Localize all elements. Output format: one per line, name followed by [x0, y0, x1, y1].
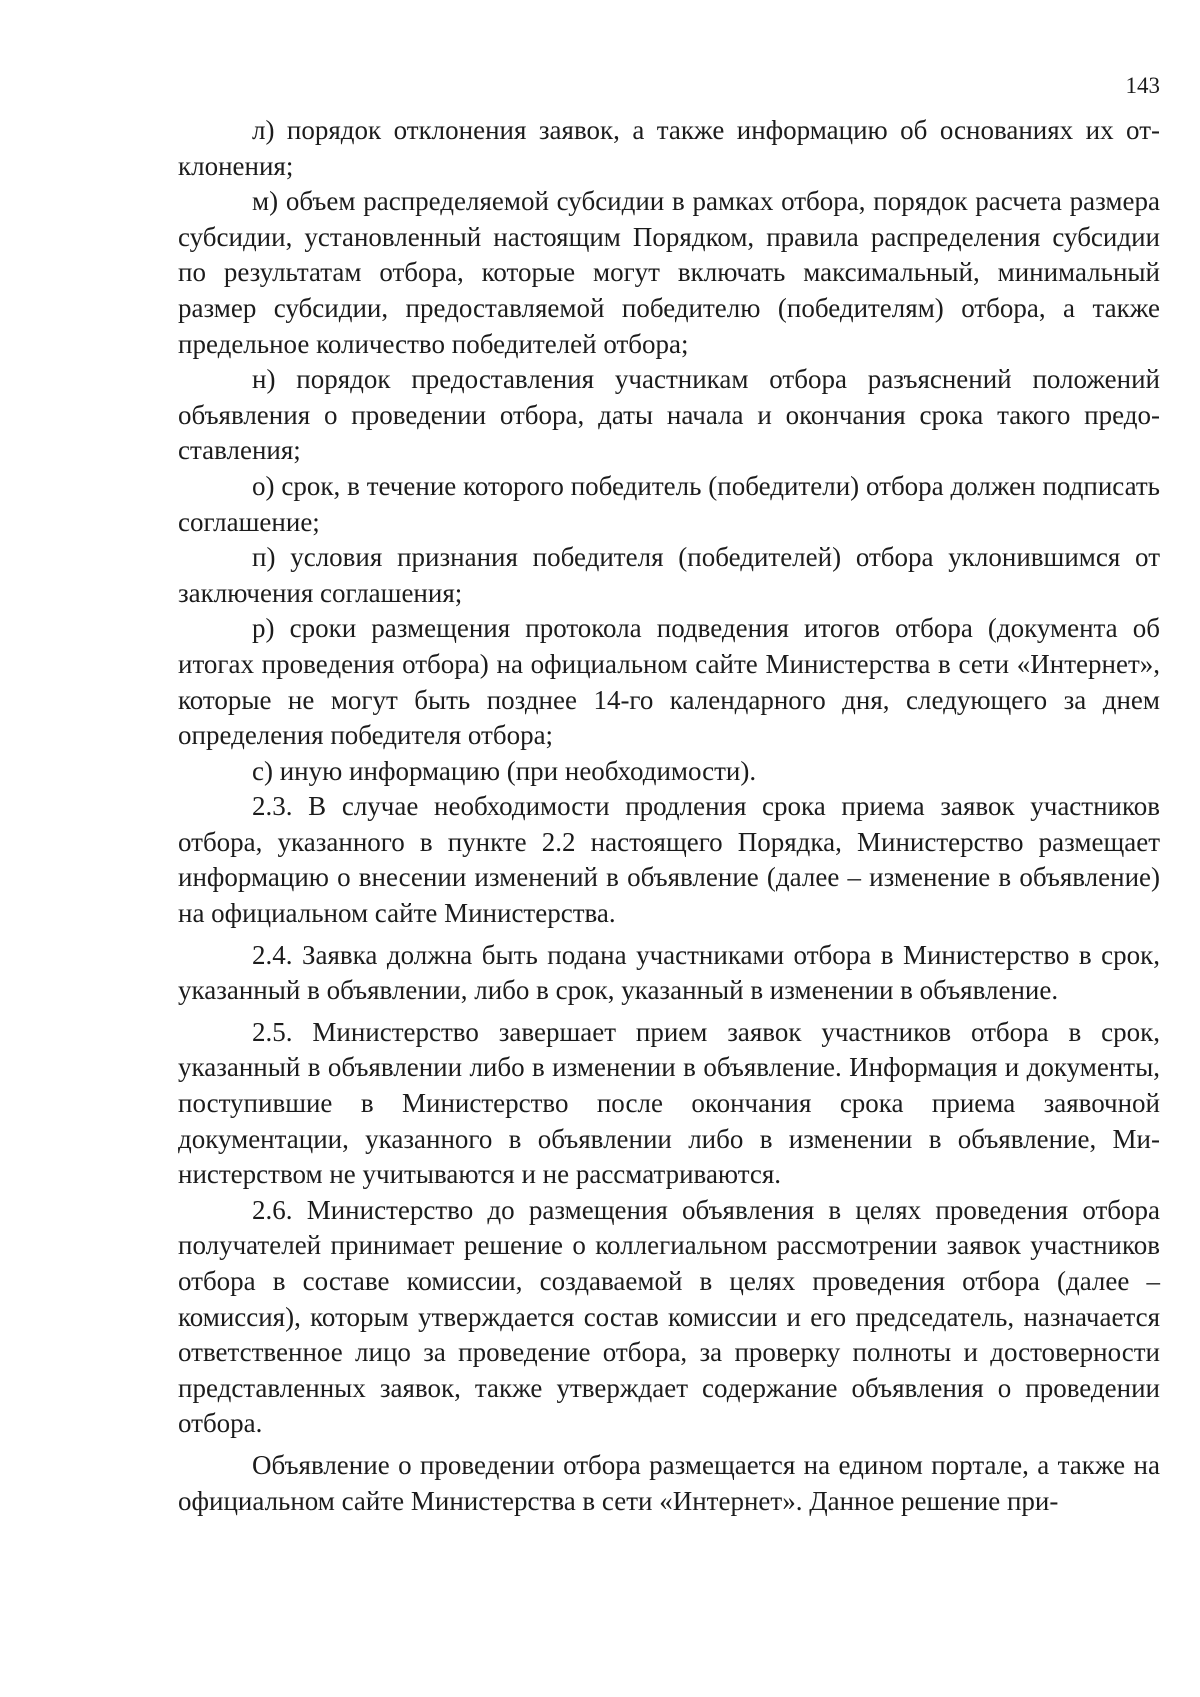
page-number: 143 [1125, 73, 1160, 98]
paragraph-m: м) объем распределяемой субсидии в рамках отбора, порядок расчета размера субсидии, установленный настоящим Порядком, правила распределения субсидии по результатам отбора, которые могут включать максимальный, минимальный размер субсидии, предоставляемой победителю (победителям) отбора, а также предельное количество победителей отбора; [178, 186, 1160, 359]
paragraph-2-6: 2.6. Министерство до размещения объявления в целях проведения отбора получателей принимает решение о коллегиальном рассмотрении заявок участников отбора в составе комиссии, создаваемой в целях проведения отбора (далее – комиссия), которым утверждается состав комиссии и его председатель, назначается ответственное лицо за проведение отбора, за проверку полноты и достоверности представленных заявок, также утверждает содержание объявления о проведении отбора. [178, 1194, 1160, 1439]
paragraph-2-3: 2.3. В случае необходимости продления срока приема заявок участников отбора, указанного в пункте 2.2 настоящего Порядка, Министерство размещает информацию о внесении изменений в объявление (далее – изменение в объявление) на официальном сайте Министерства. [178, 791, 1160, 929]
paragraph-2-5: 2.5. Министерство завершает прием заявок участников отбора в срок, указанный в объявлении либо в изменении в объявление. Информация и документы, поступившие в Министерство после окончания срока приема заявочной документации, указанного в объявлении либо в изменении в объявление, Министерством не учитываются и не рассматриваются. [178, 1016, 1160, 1190]
paragraph-s: с) иную информацию (при необходимости). [252, 755, 757, 786]
paragraph-announcement: Объявление о проведении отбора размещается на едином портале, а также на официальном сайте Министерства в сети «Интернет». Данное решение при- [178, 1449, 1160, 1516]
paragraph-n: н) порядок предоставления участникам отбора разъяснений положений объявления о проведении отбора, даты начала и окончания срока такого предоставления; [178, 364, 1160, 466]
paragraph-r: р) сроки размещения протокола подведения итогов отбора (документа об итогах проведения отбора) на официальном сайте Министерства в сети «Интернет», которые не могут быть позднее 14-го календарного дня, следующего за днем определения победителя отбора; [178, 613, 1160, 751]
paragraph-l: л) порядок отклонения заявок, а также информацию об основаниях их отклонения; [178, 115, 1160, 181]
paragraph-2-4: 2.4. Заявка должна быть подана участниками отбора в Министерство в срок, указанный в объявлении, либо в срок, указанный в изменении в объявление. [178, 939, 1160, 1006]
document-body [178, 113, 1160, 1519]
paragraph-o: о) срок, в течение которого победитель (победители) отбора должен подписать соглашение; [178, 470, 1160, 537]
paragraph-p: п) условия признания победителя (победителей) отбора уклонившимся от заключения соглашения; [178, 542, 1160, 608]
